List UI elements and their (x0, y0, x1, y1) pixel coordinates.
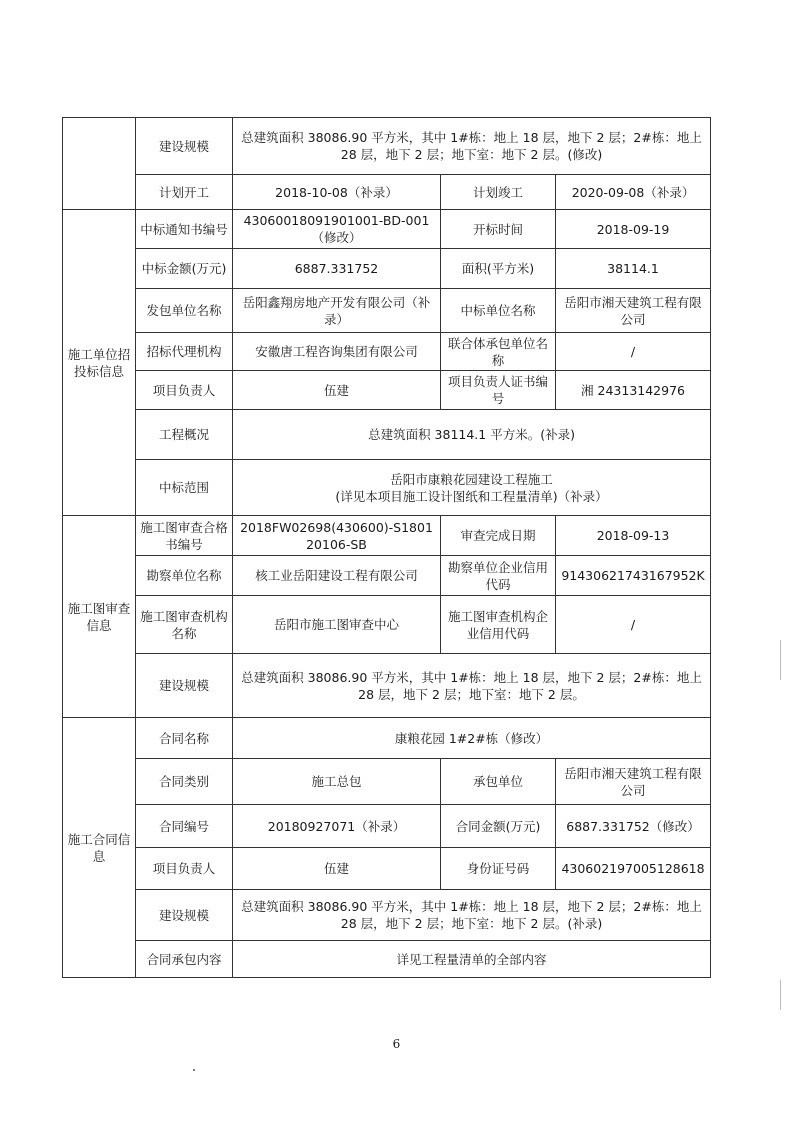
row-label: 开标时间 (441, 210, 556, 249)
row-value: / (556, 596, 711, 654)
row-label: 合同金额(万元) (441, 805, 556, 848)
table-row (63, 941, 711, 978)
row-value: 43060018091901001-BD-001（修改） (233, 210, 441, 249)
row-label: 中标通知书编号 (136, 210, 233, 249)
row-value: 核工业岳阳建设工程有限公司 (233, 556, 441, 596)
table-row (63, 596, 711, 654)
table-row (63, 249, 711, 289)
table-row (63, 516, 711, 556)
table-row (63, 890, 711, 941)
row-value: 2020-09-08（补录） (556, 175, 711, 210)
row-label: 联合体承包单位名称 (441, 333, 556, 371)
row-value: 总建筑面积 38086.90 平方米，其中 1#栋：地上 18 层，地下 2 层；2#栋：地上 28 层，地下 2 层；地下室：地下 2 层。(修改) (233, 118, 711, 175)
row-label: 中标金额(万元) (136, 249, 233, 289)
row-value: 总建筑面积 38114.1 平方米。(补录) (233, 410, 711, 460)
row-label: 施工图审查机构企业信用代码 (441, 596, 556, 654)
row-value: 38114.1 (556, 249, 711, 289)
table-row (63, 410, 711, 460)
row-value: 430602197005128618 (556, 848, 711, 890)
row-label: 合同名称 (136, 718, 233, 759)
row-value: 岳阳鑫翔房地产开发有限公司（补录） (233, 289, 441, 333)
scan-edge-mark (780, 980, 781, 1010)
row-label: 承包单位 (441, 759, 556, 805)
row-value: 岳阳市施工图审查中心 (233, 596, 441, 654)
row-label: 工程概况 (136, 410, 233, 460)
row-value (233, 460, 711, 516)
row-value: 2018-09-13 (556, 516, 711, 556)
project-info-table (62, 117, 711, 978)
row-value: 详见工程量清单的全部内容 (233, 941, 711, 978)
section-label (63, 118, 136, 210)
table-row (63, 175, 711, 210)
row-label: 合同承包内容 (136, 941, 233, 978)
table-row (63, 460, 711, 516)
row-value-line: (详见本项目施工设计图纸和工程量清单)（补录） (335, 488, 608, 504)
row-label: 中标范围 (136, 460, 233, 516)
row-value: 安徽唐工程咨询集团有限公司 (233, 333, 441, 371)
section-label: 施工图审查信息 (63, 516, 136, 718)
row-label: 施工图审查机构名称 (136, 596, 233, 654)
row-value: 岳阳市湘天建筑工程有限公司 (556, 289, 711, 333)
row-value: 2018-09-19 (556, 210, 711, 249)
row-label: 施工图审查合格书编号 (136, 516, 233, 556)
row-label: 勘察单位名称 (136, 556, 233, 596)
table-row (63, 654, 711, 718)
section-label: 施工单位招投标信息 (63, 210, 136, 516)
table-row (63, 848, 711, 890)
section-label: 施工合同信息 (63, 718, 136, 978)
page-number: 6 (392, 1037, 401, 1051)
table-row (63, 718, 711, 759)
table-row (63, 805, 711, 848)
scan-edge-mark (780, 640, 781, 680)
row-label: 合同编号 (136, 805, 233, 848)
row-label: 合同类别 (136, 759, 233, 805)
row-label: 审查完成日期 (441, 516, 556, 556)
table-row (63, 556, 711, 596)
row-label: 项目负责人证书编号 (441, 371, 556, 410)
row-value: 岳阳市湘天建筑工程有限公司 (556, 759, 711, 805)
row-value-line: 岳阳市康粮花园建设工程施工 (390, 471, 553, 487)
row-value: 总建筑面积 38086.90 平方米，其中 1#栋：地上 18 层，地下 2 层；2#栋：地上 28 层，地下 2 层；地下室：地下 2 层。(补录) (233, 890, 711, 941)
row-label: 项目负责人 (136, 371, 233, 410)
row-value: 2018FW02698(430600)-S180120106-SB (233, 516, 441, 556)
row-value: 康粮花园 1#2#栋（修改） (233, 718, 711, 759)
row-label: 计划竣工 (441, 175, 556, 210)
table-row (63, 210, 711, 249)
row-value: 6887.331752（修改） (556, 805, 711, 848)
row-value: / (556, 333, 711, 371)
row-value: 2018-10-08（补录） (233, 175, 441, 210)
row-value: 91430621743167952K (556, 556, 711, 596)
row-label: 面积(平方米) (441, 249, 556, 289)
row-label: 建设规模 (136, 118, 233, 175)
row-value: 20180927071（补录） (233, 805, 441, 848)
row-value: 施工总包 (233, 759, 441, 805)
table-row (63, 289, 711, 333)
row-label: 身份证号码 (441, 848, 556, 890)
row-value: 伍建 (233, 848, 441, 890)
row-label: 项目负责人 (136, 848, 233, 890)
table-row (63, 118, 711, 175)
row-value: 总建筑面积 38086.90 平方米，其中 1#栋：地上 18 层，地下 2 层；2#栋：地上 28 层，地下 2 层；地下室：地下 2 层。 (233, 654, 711, 718)
row-label: 勘察单位企业信用代码 (441, 556, 556, 596)
row-label: 计划开工 (136, 175, 233, 210)
row-label: 建设规模 (136, 654, 233, 718)
table-row (63, 333, 711, 371)
row-label: 发包单位名称 (136, 289, 233, 333)
scan-speck (193, 1069, 195, 1071)
row-value: 湘 24313142976 (556, 371, 711, 410)
table-row (63, 759, 711, 805)
row-label: 建设规模 (136, 890, 233, 941)
row-value: 伍建 (233, 371, 441, 410)
row-label: 中标单位名称 (441, 289, 556, 333)
table-row (63, 371, 711, 410)
row-label: 招标代理机构 (136, 333, 233, 371)
row-value: 6887.331752 (233, 249, 441, 289)
